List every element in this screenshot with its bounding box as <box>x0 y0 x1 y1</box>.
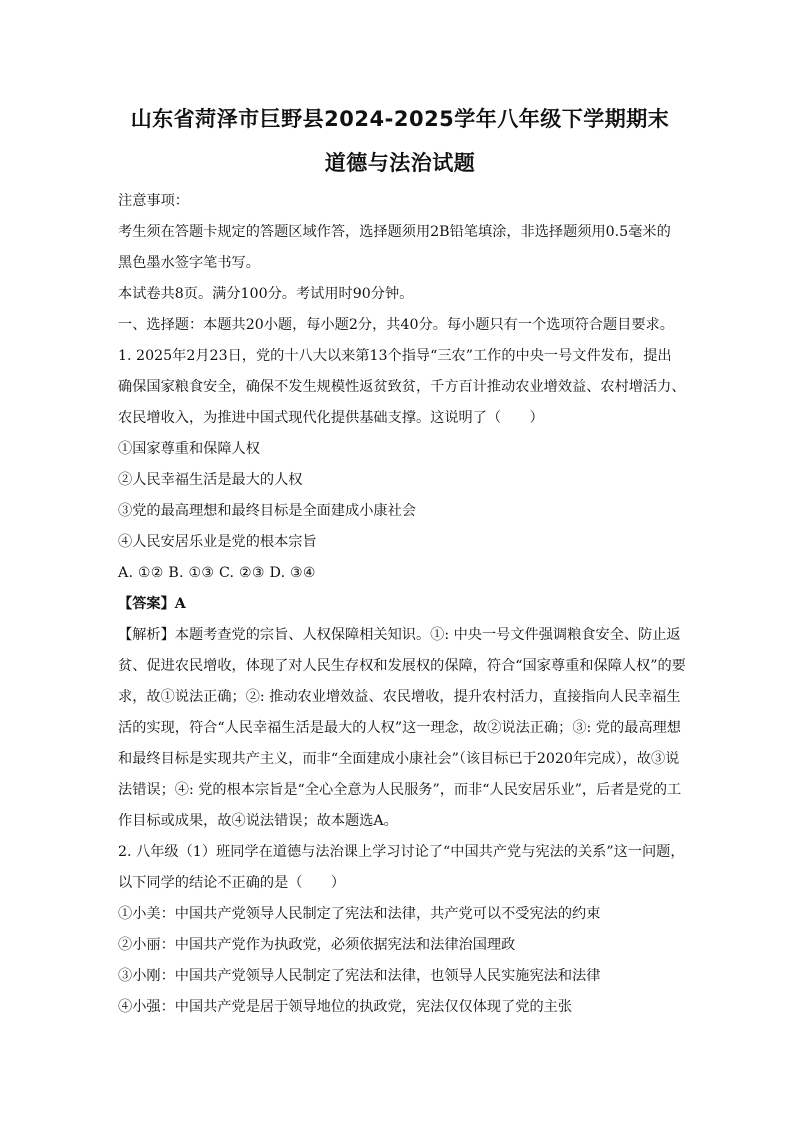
question-2-stem-line-1: 2. 八年级（1）班同学在道德与法治课上学习讨论了“中国共产党与宪法的关系”这一问题， <box>118 844 685 860</box>
section-heading: 一、选择题：本题共20小题，每小题2分，共40分。每小题只有一个选项符合题目要求。 <box>118 317 674 333</box>
question-1-analysis-line-2: 贫、促进农民增收，体现了对人民生存权和发展权的保障，符合“国家尊重和保障人权”的要 <box>118 658 686 674</box>
question-1-option-3: ③党的最高理想和最终目标是全面建成小康社会 <box>118 503 416 519</box>
question-2-option-3: ③小刚：中国共产党领导人民制定了宪法和法律，也领导人民实施宪法和法律 <box>118 968 601 984</box>
question-1-analysis-line-7: 作目标或成果，故④说法错误；故本题选A。 <box>118 813 398 829</box>
document-content <box>118 186 686 1023</box>
notes-line-3: 本试卷共8页。满分100分。考试用时90分钟。 <box>118 286 414 302</box>
question-1-analysis-line-5: 和最终目标是实现共产主义，而非“全面建成小康社会”（该目标已于2020年完成），故③说 <box>118 751 680 767</box>
question-1-choices: A. ①② B. ①③ C. ②③ D. ③④ <box>118 565 316 581</box>
notes-heading: 注意事项： <box>118 193 189 209</box>
question-1-analysis-line-4: 活的实现，符合“人民幸福生活是最大的人权”这一理念，故②说法正确；③: 党的最高理想 <box>118 720 681 736</box>
question-1-analysis-line-1: 【解析】本题考查党的宗旨、人权保障相关知识。①: 中央一号文件强调粮食安全、防止返 <box>118 627 681 643</box>
question-1-option-2: ②人民幸福生活是最大的人权 <box>118 472 303 488</box>
question-1-stem-line-2: 确保国家粮食安全，确保不发生规模性返贫致贫，千方百计推动农业增效益、农村增活力、 <box>118 379 686 395</box>
question-2-option-1: ①小美：中国共产党领导人民制定了宪法和法律，共产党可以不受宪法的约束 <box>118 906 601 922</box>
question-2-stem-line-2: 以下同学的结论不正确的是（ ） <box>118 875 346 891</box>
question-1-answer: 【答案】A <box>118 596 186 612</box>
question-1-option-1: ①国家尊重和保障人权 <box>118 441 260 457</box>
question-1-stem-line-3: 农民增收入，为推进中国式现代化提供基础支撑。这说明了（ ） <box>118 410 544 426</box>
question-1-option-4: ④人民安居乐业是党的根本宗旨 <box>118 534 317 550</box>
notes-line-1: 考生须在答题卡规定的答题区域作答，选择题须用2B铅笔填涂，非选择题须用0.5毫米的 <box>118 224 671 240</box>
document-title-line-1: 山东省菏泽市巨野县2024-2025学年八年级下学期期末 <box>130 107 670 131</box>
question-1-analysis-line-6: 法错误；④: 党的根本宗旨是“全心全意为人民服务”，而非“人民安居乐业”，后者是党的工 <box>118 782 682 798</box>
question-1-stem-line-1: 1. 2025年2月23日，党的十八大以来第13个指导“三农”工作的中央一号文件发布，提出 <box>118 348 672 364</box>
question-2-option-4: ④小强：中国共产党是居于领导地位的执政党，宪法仅仅体现了党的主张 <box>118 999 573 1015</box>
document-title-line-2: 道德与法治试题 <box>324 151 476 175</box>
notes-line-2: 黑色墨水签字笔书写。 <box>118 255 260 271</box>
question-1-analysis-line-3: 求，故①说法正确；②: 推动农业增效益、农民增收，提升农村活力，直接指向人民幸福生 <box>118 689 681 705</box>
question-2-option-2: ②小丽：中国共产党作为执政党，必须依据宪法和法律治国理政 <box>118 937 516 953</box>
